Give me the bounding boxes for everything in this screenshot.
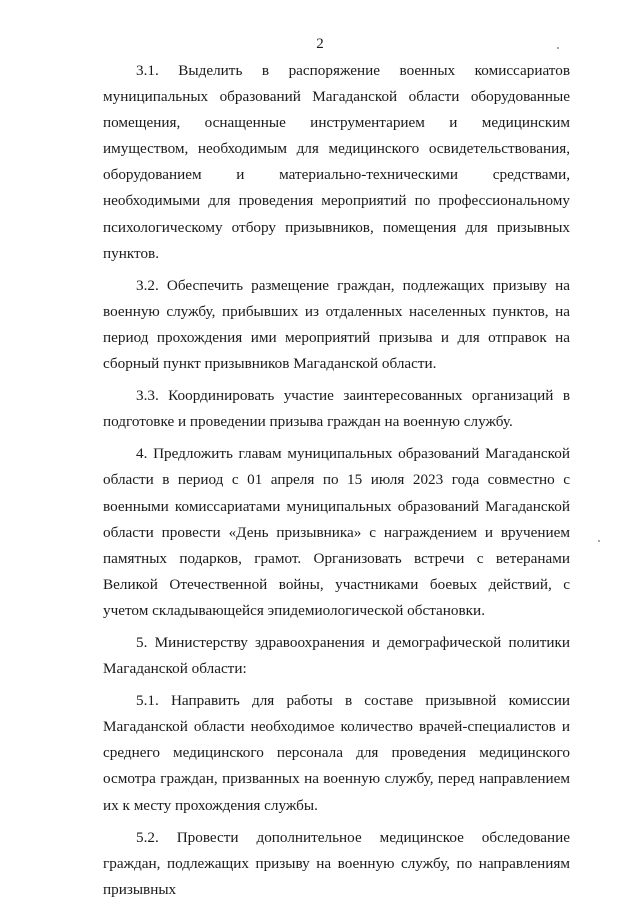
paragraph-3-3: 3.3. Координировать участие заинтересованных организаций в подготовке и проведении призыва граждан на военную службу. [103, 387, 570, 431]
paragraph-5: 5. Министерству здравоохранения и демографической политики Магаданской области: [103, 633, 570, 678]
paragraph-4: 4. Предложить главам муниципальных образований Магаданской области в период с 01 апреля по 15 июля 2023 года совместно с военными комиссариатами муниципальных образований Магаданской области провести «День призывника» с награждением и вручением памятных подарков, грамот. Организовать встречи с ветеранами Великой Отечественной войны, участниками боевых действий, с учетом складывающейся эпидемиологической обстановки. [103, 445, 570, 619]
paragraph-3-1: 3.1. Выделить в распоряжение военных комиссариатов муниципальных образований Магаданской области оборудованные помещения, оснащенные инструментарием и медицинским имуществом, необходимым для медицинского освидетельствования, оборудованием и материально-техническими средствами, необходимыми для проведения мероприятий по профессиональному психологическому отбору призывников, помещения для призывных пунктов. [103, 62, 570, 262]
scan-speck [598, 540, 600, 542]
scan-speck [557, 47, 559, 49]
paragraph-3-2: 3.2. Обеспечить размещение граждан, подлежащих призыву на военную службу, прибывших из отдаленных населенных пунктов, на период прохождения ими мероприятий призыва и для отправок на сборный пункт призывников Магаданской области. [103, 276, 570, 373]
page-number: 2 [316, 36, 324, 52]
paragraph-5-1: 5.1. Направить для работы в составе призывной комиссии Магаданской области необходимое количество врачей-специалистов и среднего медицинского персонала для проведения медицинского осмотра граждан, призванных на военную службу, перед направлением их к месту прохождения службы. [103, 692, 570, 814]
document-body [103, 58, 570, 903]
paragraph-5-2: 5.2. Провести дополнительное медицинское обследование граждан, подлежащих призыву на военную службу, по направлениям призывных [103, 828, 570, 898]
